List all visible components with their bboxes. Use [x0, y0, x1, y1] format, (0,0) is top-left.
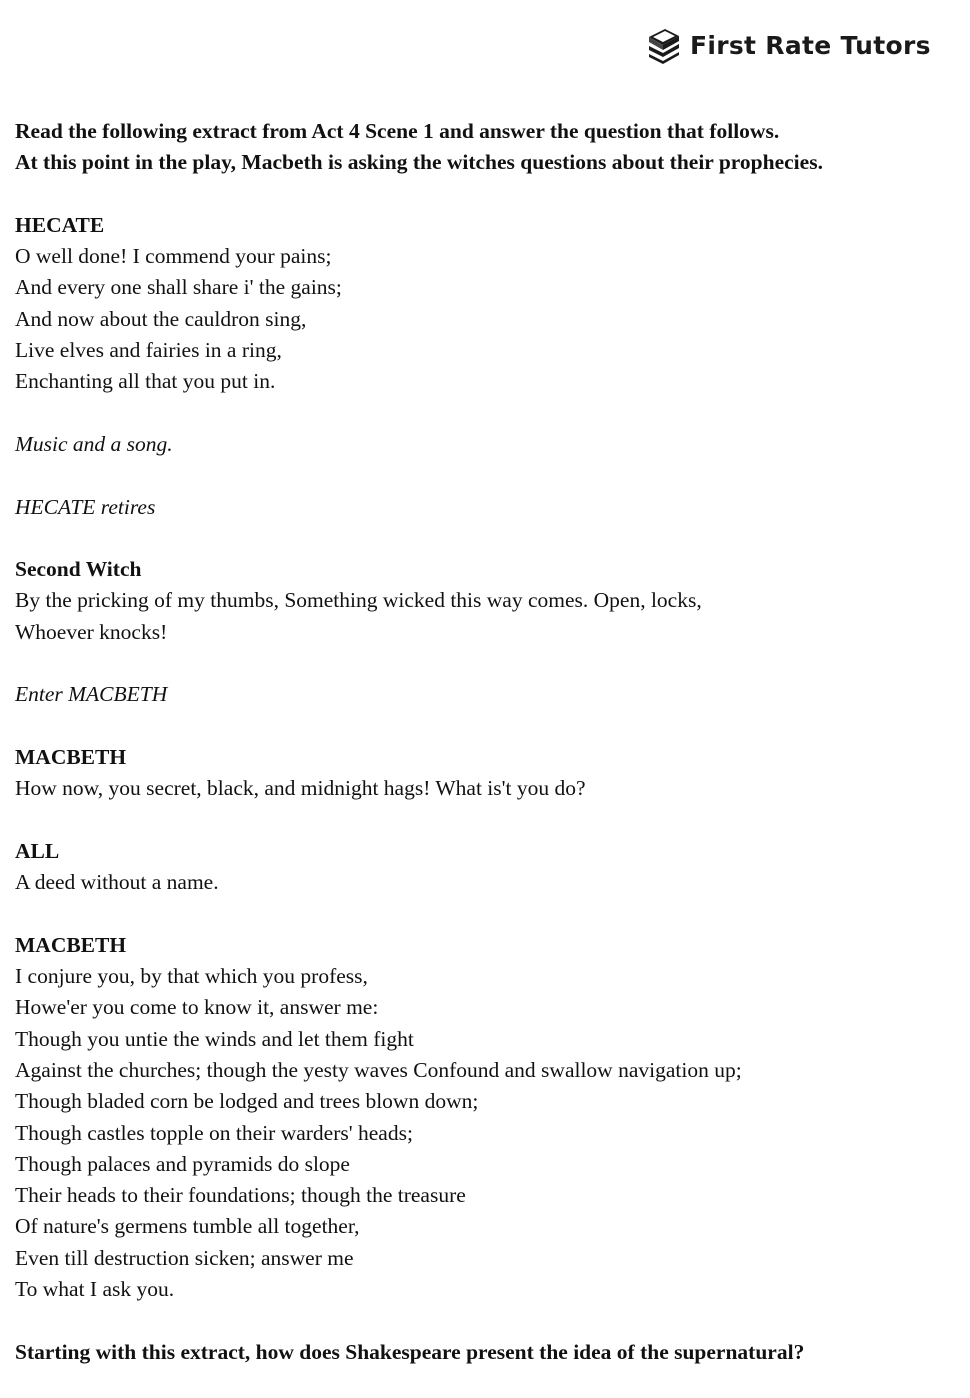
verse-line: Of nature's germens tumble all together, — [15, 1214, 360, 1239]
books-stack-icon — [646, 26, 682, 64]
speaker-name: MACBETH — [15, 932, 127, 957]
speaker-name: HECATE — [15, 212, 105, 237]
verse-line: Enchanting all that you put in. — [15, 369, 276, 394]
verse-line: And now about the cauldron sing, — [15, 306, 307, 331]
verse-line: By the pricking of my thumbs, Something wicked this way comes. Open, locks, — [15, 588, 702, 613]
instruction-line: At this point in the play, Macbeth is asking the witches questions about their prophecies. — [15, 150, 823, 175]
speaker-name: Second Witch — [15, 557, 142, 582]
verse-line: Howe'er you come to know it, answer me: — [15, 995, 379, 1020]
verse-line: A deed without a name. — [15, 870, 219, 895]
speaker-name: ALL — [15, 838, 60, 863]
logo-text: First Rate Tutors — [690, 30, 931, 60]
stage-direction: HECATE retires — [15, 494, 156, 519]
verse-line: To what I ask you. — [15, 1276, 175, 1301]
essay-question: Starting with this extract, how does Shakespeare present the idea of the supernatural? — [15, 1339, 805, 1364]
verse-line: Though bladed corn be lodged and trees blown down; — [15, 1089, 479, 1114]
verse-line: I conjure you, by that which you profess, — [15, 964, 368, 989]
verse-line: How now, you secret, black, and midnight hags! What is't you do? — [15, 776, 586, 801]
verse-line: Even till destruction sicken; answer me — [15, 1245, 354, 1270]
stage-direction: Enter MACBETH — [15, 682, 168, 707]
logo — [646, 26, 931, 64]
verse-line: Though palaces and pyramids do slope — [15, 1151, 350, 1176]
verse-line: And every one shall share i' the gains; — [15, 275, 342, 300]
verse-line: Whoever knocks! — [15, 619, 168, 644]
stage-direction: Music and a song. — [15, 431, 173, 456]
verse-line: Though you untie the winds and let them fight — [15, 1026, 414, 1051]
verse-line: Live elves and fairies in a ring, — [15, 338, 282, 363]
speaker-name: MACBETH — [15, 744, 127, 769]
verse-line: Against the churches; though the yesty waves Confound and swallow navigation up; — [15, 1057, 742, 1082]
instruction-line: Read the following extract from Act 4 Scene 1 and answer the question that follows. — [15, 119, 780, 143]
verse-line: Their heads to their foundations; though the treasure — [15, 1183, 466, 1208]
worksheet-body — [15, 116, 960, 1368]
verse-line: Though castles topple on their warders' heads; — [15, 1120, 413, 1145]
verse-line: O well done! I commend your pains; — [15, 244, 332, 269]
